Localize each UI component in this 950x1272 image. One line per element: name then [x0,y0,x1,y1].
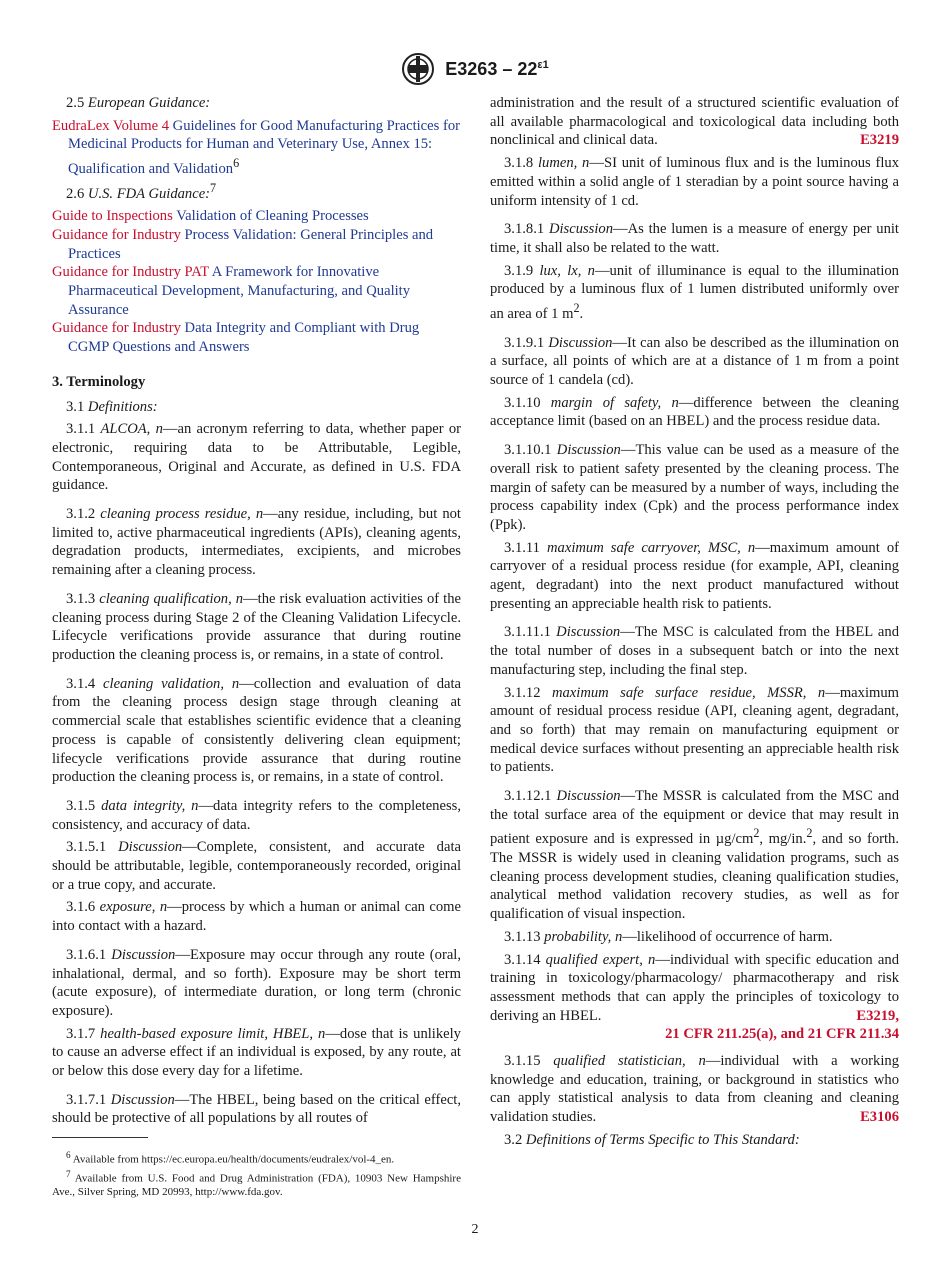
def-3-1-12: 3.1.12 maximum safe surface residue, MSSR, n—maximum amount of residual process residue (API, cleaning agent, degradant, and so forth) that may remain on manufacturing equipment or medical device surfaces without presenting an appreciable health risk to patients. [490,684,899,776]
ref-eudralex[interactable]: EudraLex Volume 4 Guidelines for Good Manufacturing Practices for Medicinal Products for Human and Veterinary Use, Annex 15: Qualification and Validation$^6$ [52,117,460,177]
def-3-1-13: 3.1.13 probability, n—likelihood of occurrence of harm. [504,928,833,945]
def-3-1-9-1: 3.1.9.1 Discussion—It can also be described as the illumination on a surface, all points of which are at a distance of 1 m from a point source of 1 candela (cd). [490,334,899,388]
footnote-7: $^7$ Available from U.S. Food and Drug Administration (FDA), 10903 New Hampshire Ave., Silver Spring, MD 20993, http://www.fda.gov. [52,1168,461,1199]
footnote-6: $^6$ Available from https://ec.europa.eu/health/documents/eudralex/vol-4_en. [66,1150,395,1166]
ref-fda-inspections[interactable]: Guide to Inspections Validation of Cleaning Processes [52,208,369,225]
page-number: 2 [471,1222,479,1237]
def-3-1-3: 3.1.3 cleaning qualification, n—the risk evaluation activities of the cleaning process during Stage 2 of the Cleaning Validation Lifecycle. Lifecycle verifications provide assurance that during routine production the cleaning process is, or remains, in a state of control. [52,590,461,663]
citation-e3219-2[interactable]: E3219, [856,1007,899,1024]
def-3-1-5-1: 3.1.5.1 Discussion—Complete, consistent, and accurate data should be attributable, legible, contemporaneously recorded, original or a true copy, and accurate. [52,839,461,893]
def-3-1-2: 3.1.2 cleaning process residue, n—any residue, including, but not limited to, active pharmaceutical ingredients (APIs), cleaning agents, degradation products, intermediates, excipients, and microbes remaining after a cleaning process. [52,506,461,579]
def-3-1-11-1: 3.1.11.1 Discussion—The MSC is calculated from the HBEL and the total number of doses in a subsequent batch or into the next manufacturing step, including the final step. [490,624,899,678]
def-3-1-14: 3.1.14 qualified expert, n—individual with specific education and training in toxicology/pharmacology/ pharmacotherapy and risk assessment methods that can apply the principles of toxicology to deriving an HBEL. E3219, [490,951,899,1024]
def-3-1-10: 3.1.10 margin of safety, n—difference between the cleaning acceptance limit (based on an HBEL) and the process residue data. [490,394,899,430]
def-3-1-15: 3.1.15 qualified statistician, n—individual with a working knowledge and education, training, or background in statistics who can apply statistical analysis to data from cleaning and cleaning validation studies. E3106 [490,1053,899,1126]
def-3-1-7: 3.1.7 health-based exposure limit, HBEL, n—dose that is unlikely to cause an adverse effect if an individual is exposed, by any route, at or below this dose every day for a lifetime. [52,1025,461,1080]
def-3-1-8-1: 3.1.8.1 Discussion—As the lumen is a measure of energy per unit time, it shall also be related to the watt. [490,221,899,256]
right-column [490,94,899,1154]
def-3-2: 3.2 Definitions of Terms Specific to This Standard: [504,1131,800,1148]
footnote-divider [52,1137,148,1138]
section-3-title: 3. Terminology [52,373,146,390]
citation-e3106[interactable]: E3106 [860,1109,899,1126]
ref-fda-pat[interactable]: Guidance for Industry PAT A Framework for Innovative Pharmaceutical Development, Manufacturing, and Quality Assurance [52,264,411,318]
def-3-1-4: 3.1.4 cleaning validation, n—collection and evaluation of data from the cleaning process design stage through cleaning at commercial scale that establishes scientific evidence that a cleaning process is capable of consistently delivering clean equipment; lifecycle verifications provide assurance that during routine production the cleaning process is, or remains, in a state of control. [52,675,461,786]
def-3-1-5: 3.1.5 data integrity, n—data integrity refers to the completeness, consistency, and accuracy of data. [52,797,461,833]
def-3-1-1: 3.1.1 ALCOA, n—an acronym referring to data, whether paper or electronic, requiring data to be Attributable, Legible, Contemporaneous, Original and Accurate, as defined in U.S. FDA guidance. [52,421,461,494]
def-3-1-10-1: 3.1.10.1 Discussion—This value can be used as a measure of the overall risk to patient safety presented by the cleaning process. The margin of safety can be measured by a number of ways, including the process capability index (Cpk) and the process performance index (Ppk). [490,442,899,533]
def-3-1-12-1: 3.1.12.1 Discussion—The MSSR is calculated from the MSC and the total surface area of the equipment or device that may result in patient exposure and is expressed in $\mu g/cm^2$, mg/in.$^2$, and so forth. The MSSR is widely used in cleaning validation programs, such as cleaning process development studies, cleaning qualification studies, analytical method validation recovery studies, as well as for qualification of visual inspection. [490,788,899,923]
def-3-1-11: 3.1.11 maximum safe carryover, MSC, n—maximum amount of carryover of a residual process residue (for example, API, cleaning agent, degradant) into the next product manufactured without presenting an appreciable health risk to patients. [490,539,899,612]
section-2-5: 2.5 European Guidance: [66,95,211,111]
left-column [52,94,461,1132]
designation: $E3263 - 22^{\varepsilon 1}$ [445,58,549,79]
ref-fda-data-integrity[interactable]: Guidance for Industry Data Integrity and Compliant with Drug CGMP Questions and Answers [52,320,420,356]
citation-cfr[interactable]: 21 CFR 211.25(a), and 21 CFR 211.34 [665,1026,899,1043]
def-3-1-9: 3.1.9 lux, lx, n—unit of illuminance is equal to the illumination produced by a luminous flux of 1 lumen distributed uniformly over an area of 1 $m^2$. [490,262,899,322]
ref-fda-process-validation[interactable]: Guidance for Industry Process Validation: General Principles and Practices [52,226,434,262]
citation-e3219[interactable]: E3219 [860,132,899,149]
footnotes [52,1148,461,1199]
def-3-1-8: 3.1.8 lumen, n—SI unit of luminous flux and is the luminous flux emitted within a solid angle of 1 steradian by a point source having a uniform intensity of 1 cd. [490,155,900,209]
section-2-6: 2.6 U.S. FDA Guidance:$^7$ [66,180,217,202]
def-3-1: 3.1 Definitions: [66,398,158,415]
def-3-1-7-1: 3.1.7.1 Discussion—The HBEL, being based on the critical effect, should be protective of all populations by all routes of [52,1091,461,1127]
def-3-1-6-1: 3.1.6.1 Discussion—Exposure may occur through any route (oral, inhalational, dermal, and so forth). Exposure may be short term (acute exposure), of intermediate duration, or long term (chronic exposure). [52,946,461,1019]
page-header [0,52,950,86]
def-3-1-7-1-continued: administration and the result of a structured scientific evaluation of all available pharmacological and toxicological data including both nonclinical and clinical data. E3219 [490,95,899,149]
def-3-1-6: 3.1.6 exposure, n—process by which a human or animal can come into contact with a hazard. [52,899,462,935]
astm-logo-icon [401,52,435,86]
